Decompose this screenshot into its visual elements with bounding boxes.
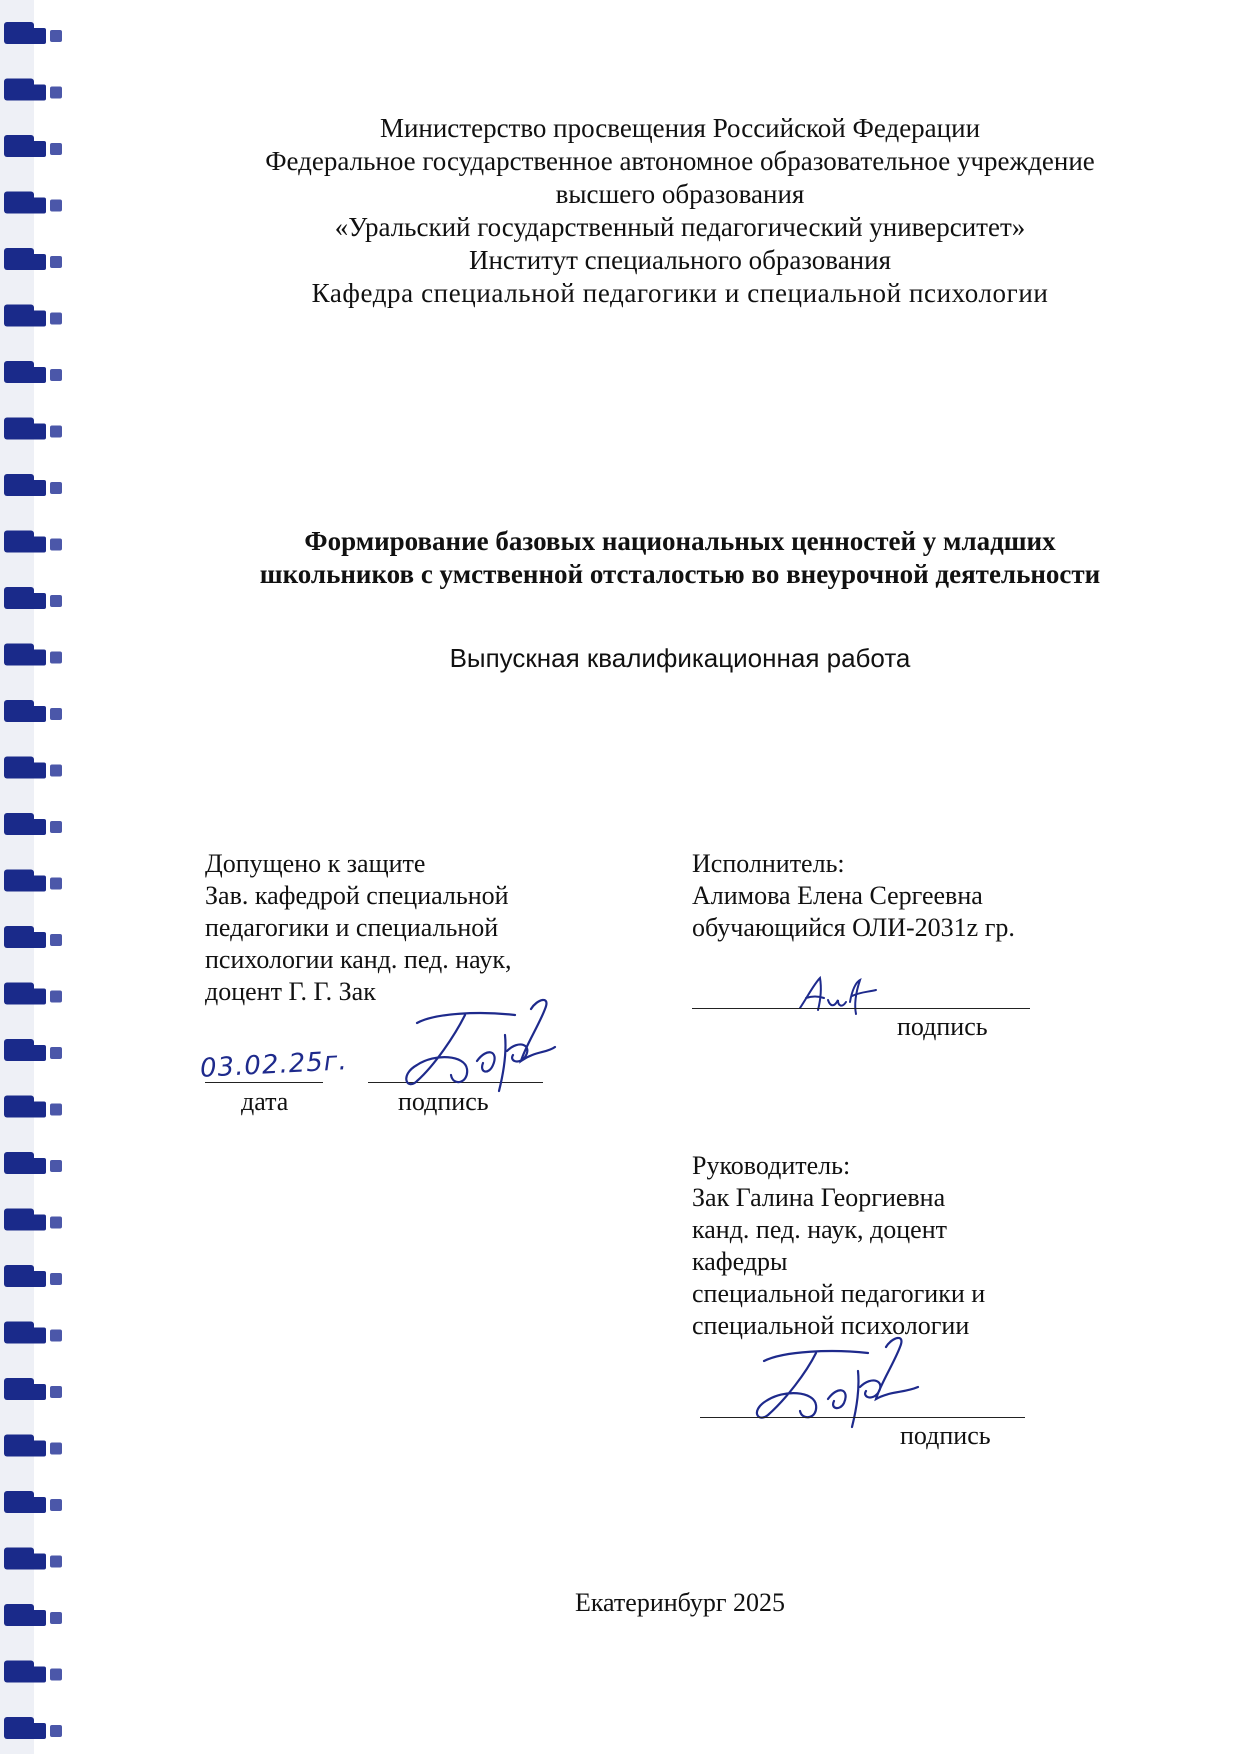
institute-line: Институт специального образования [468, 245, 892, 275]
supervisor-signature-caption: подпись [900, 1421, 991, 1450]
supervisor-position-3: специальной психологии [692, 1311, 970, 1340]
supervisor-label: Руководитель: [692, 1151, 851, 1180]
ministry-line: Министерство просвещения Российской Федерации [379, 113, 981, 143]
head-signature-caption: подпись [398, 1087, 489, 1116]
city-year: Екатеринбург 2025 [574, 1588, 786, 1617]
university-type-line: Федеральное государственное автономное образовательное учреждение [265, 146, 1095, 176]
executor-name: Алимова Елена Сергеевна [692, 881, 983, 910]
supervisor-signature-line [700, 1417, 1025, 1418]
thesis-title-line-2: школьников с умственной отсталостью во внеурочной деятельности [259, 559, 1101, 589]
handwritten-date: 03.02.25г. [199, 1046, 349, 1084]
thesis-title [200, 525, 1160, 591]
supervisor-position-2: специальной педагогики и [692, 1279, 986, 1308]
department-line: Кафедра специальной педагогики и специальной психологии [311, 278, 1049, 308]
admission-block [205, 848, 512, 1008]
admission-line-2: Зав. кафедрой специальной [205, 881, 509, 910]
institution-header [200, 112, 1160, 310]
admission-line-3: педагогики и специальной [205, 913, 499, 942]
executor-signature-line [692, 1008, 1030, 1009]
thesis-title-line-1: Формирование базовых национальных ценностей у младших [304, 526, 1056, 556]
head-signature-image [395, 995, 580, 1105]
executor-label: Исполнитель: [692, 849, 845, 878]
supervisor-position-1: кафедры [692, 1247, 788, 1276]
admission-line-4: психологии канд. пед. наук, [205, 945, 512, 974]
admission-line-5: доцент Г. Г. Зак [205, 977, 376, 1006]
admission-line-1: Допущено к защите [205, 849, 426, 878]
university-name-line: «Уральский государственный педагогический университет» [334, 212, 1026, 242]
executor-block [692, 848, 1015, 944]
supervisor-signature-image [742, 1335, 942, 1435]
date-caption: дата [241, 1087, 289, 1116]
supervisor-name: Зак Галина Георгиевна [692, 1183, 946, 1212]
executor-signature-image [790, 970, 900, 1020]
supervisor-block [692, 1150, 985, 1342]
supervisor-degree: канд. пед. наук, доцент [692, 1215, 947, 1244]
executor-signature-caption: подпись [897, 1012, 988, 1041]
education-level-line: высшего образования [555, 179, 805, 209]
date-line [205, 1082, 323, 1083]
executor-group: обучающийся ОЛИ-2031z гр. [692, 913, 1015, 942]
work-type: Выпускная квалификационная работа [449, 643, 911, 673]
